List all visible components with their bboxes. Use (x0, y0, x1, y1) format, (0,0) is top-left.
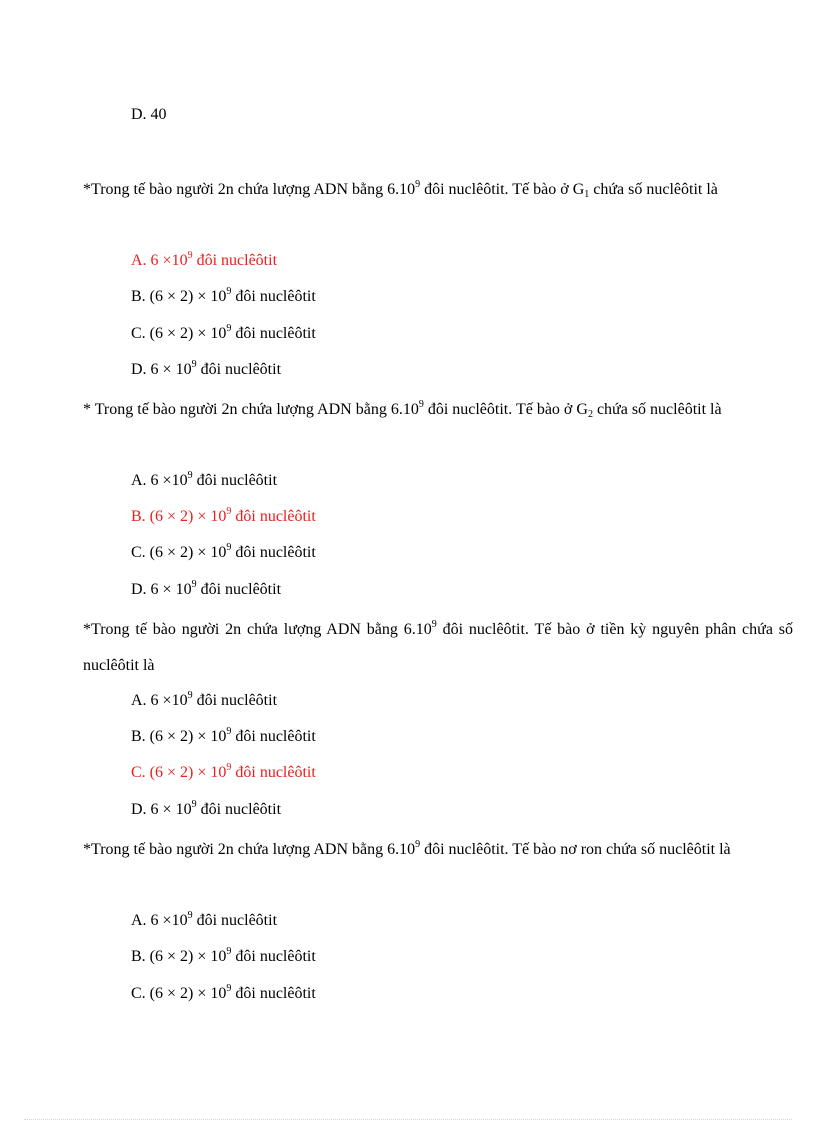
question-3-option-c: C. $(6 \times 2) \times 10^9$ đôi nuclêôtit (131, 762, 316, 781)
question-1-option-c: C. $(6 \times 2) \times 10^9$ đôi nuclêôtit (131, 323, 316, 342)
question-2-option-a: A. $6 \times 10^9$ đôi nuclêôtit (131, 470, 278, 489)
question-1-option-a: A. $6 \times 10^9$ đôi nuclêôtit (131, 250, 278, 269)
question-3-option-a: A. $6 \times 10^9$ đôi nuclêôtit (131, 690, 278, 709)
question-2-option-c: C. $(6 \times 2) \times 10^9$ đôi nuclêôtit (131, 542, 316, 561)
question-3-option-d: D. $6 \times 10^9$ đôi nuclêôtit (131, 799, 282, 818)
page-bottom-border (24, 1119, 792, 1120)
question-4-option-c: C. $(6 \times 2) \times 10^9$ đôi nuclêôtit (131, 983, 316, 1002)
question-2-option-d: D. $6 \times 10^9$ đôi nuclêôtit (131, 579, 282, 598)
question-3-stem: *Trong tế bào người 2n chứa lượng ADN bằng 6.10$^9$ đôi nuclêôtit. Tế bào ở tiền kỳ nguyên phân chứa số nuclêôtit là (83, 619, 793, 674)
question-1-stem: *Trong tế bào người 2n chứa lượng ADN bằng 6.10$^9$ đôi nuclêôtit. Tế bào ở $G_1$ chứa số nuclêôtit là (83, 179, 718, 200)
leading-option-d: D. 40 (131, 106, 167, 123)
question-1-option-d: D. $6 \times 10^9$ đôi nuclêôtit (131, 359, 282, 378)
question-4-stem: *Trong tế bào người 2n chứa lượng ADN bằng 6.10$^9$ đôi nuclêôtit. Tế bào nơ ron chứa số nuclêôtit là (83, 839, 731, 858)
question-2-option-b: B. $(6 \times 2) \times 10^9$ đôi nuclêôtit (131, 506, 316, 525)
question-3-option-b: B. $(6 \times 2) \times 10^9$ đôi nuclêôtit (131, 726, 316, 745)
question-4-option-b: B. $(6 \times 2) \times 10^9$ đôi nuclêôtit (131, 946, 316, 965)
question-2-stem: * Trong tế bào người 2n chứa lượng ADN bằng 6.10$^9$ đôi nuclêôtit. Tế bào ở $G_2$ chứa số nuclêôtit là (83, 399, 722, 420)
question-4-option-a: A. $6 \times 10^9$ đôi nuclêôtit (131, 910, 278, 929)
question-1-option-b: B. $(6 \times 2) \times 10^9$ đôi nuclêôtit (131, 286, 316, 305)
